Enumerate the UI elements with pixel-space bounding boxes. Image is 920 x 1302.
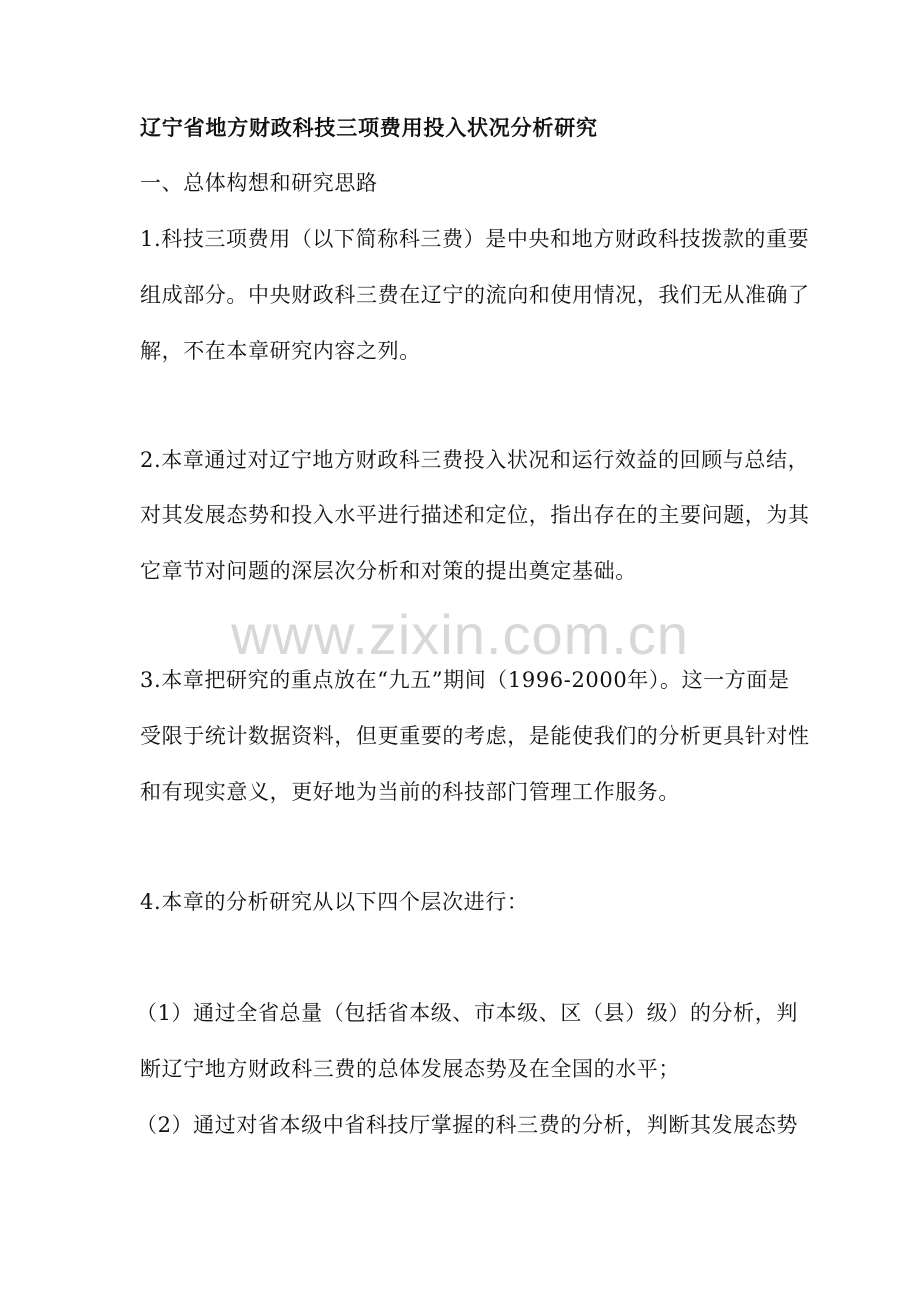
watermark: www.zixin.com.cn [231,603,689,666]
list-item-1-line-1: （1）通过全省总量（包括省本级、市本级、区（县）级）的分析，判 [136,1001,798,1025]
paragraph-2-line-1: 2.本章通过对辽宁地方财政科三费投入状况和运行效益的回顾与总结， [140,448,810,472]
document-title: 辽宁省地方财政科技三项费用投入状况分析研究 [140,116,598,140]
list-item-2-line-1: （2）通过对省本级中省科技厅掌握的科三费的分析，判断其发展态势 [136,1113,798,1137]
paragraph-2-line-3: 它章节对问题的深层次分析和对策的提出奠定基础。 [140,559,637,583]
section-heading: 一、总体构想和研究思路 [140,171,378,195]
paragraph-3-line-2: 受限于统计数据资料，但更重要的考虑，是能使我们的分析更具针对性 [140,724,810,748]
paragraph-1-line-2: 组成部分。中央财政科三费在辽宁的流向和使用情况，我们无从准确了 [140,283,810,307]
paragraph-3-line-3: 和有现实意义，更好地为当前的科技部门管理工作服务。 [140,780,680,804]
list-item-1-line-2: 断辽宁地方财政科三费的总体发展态势及在全国的水平； [140,1057,680,1081]
paragraph-1-line-1: 1.科技三项费用（以下简称科三费）是中央和地方财政科技拨款的重要 [140,227,810,251]
paragraph-3-line-1: 3.本章把研究的重点放在“九五”期间（1996-2000年）。这一方面是 [140,668,790,692]
paragraph-2-line-2: 对其发展态势和投入水平进行描述和定位，指出存在的主要问题，为其 [140,503,810,527]
paragraph-4-line-1: 4.本章的分析研究从以下四个层次进行： [140,890,529,914]
paragraph-1-line-3: 解，不在本章研究内容之列。 [140,339,421,363]
